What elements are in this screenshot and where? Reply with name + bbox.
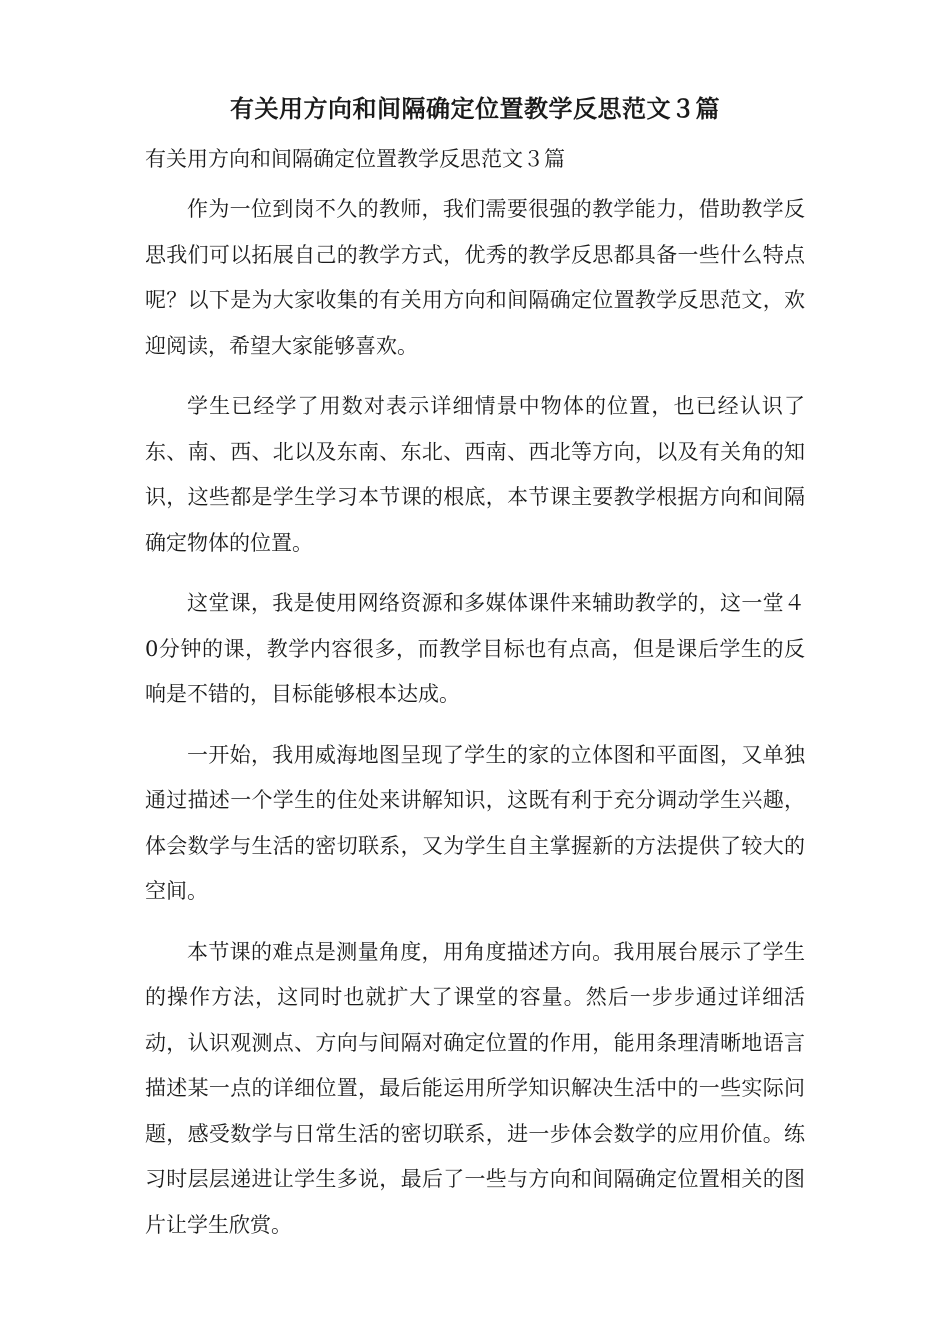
paragraph-lesson-method: 这堂课，我是使用网络资源和多媒体课件来辅助教学的，这一堂４0分钟的课，教学内容很多，而教学目标也有点高，但是课后学生的反响是不错的，目标能够根本达成。 <box>145 591 805 706</box>
document-subtitle: 有关用方向和间隔确定位置教学反思范文３篇 <box>145 147 565 171</box>
document-title: 有关用方向和间隔确定位置教学反思范文３篇 <box>230 94 720 123</box>
paragraph-intro: 作为一位到岗不久的教师，我们需要很强的教学能力，借助教学反思我们可以拓展自己的教学方式，优秀的教学反思都具备一些什么特点呢？以下是为大家收集的有关用方向和间隔确定位置教学反思范文，欢迎阅读，希望大家能够喜欢。 <box>145 197 805 358</box>
document-body <box>145 142 805 1248</box>
paragraph-opening: 一开始，我用威海地图呈现了学生的家的立体图和平面图，又单独通过描述一个学生的住处来讲解知识，这既有利于充分调动学生兴趣，体会数学与生活的密切联系，又为学生自主掌握新的方法提供了较大的空间。 <box>145 742 805 903</box>
paragraph-background: 学生已经学了用数对表示详细情景中物体的位置，也已经认识了东、南、西、北以及东南、东北、西南、西北等方向，以及有关角的知识，这些都是学生学习本节课的根底，本节课主要教学根据方向和间隔确定物体的位置。 <box>145 394 805 555</box>
paragraph-difficulty: 本节课的难点是测量角度，用角度描述方向。我用展台展示了学生的操作方法，这同时也就扩大了课堂的容量。然后一步步通过详细活动，认识观测点、方向与间隔对确定位置的作用，能用条理清晰地语言描述某一点的详细位置，最后能运用所学知识解决生活中的一些实际问题，感受数学与日常生活的密切联系，进一步体会数学的应用价值。练习时层层递进让学生多说，最后了一些与方向和间隔确定位置相关的图片让学生欣赏。 <box>145 939 805 1237</box>
